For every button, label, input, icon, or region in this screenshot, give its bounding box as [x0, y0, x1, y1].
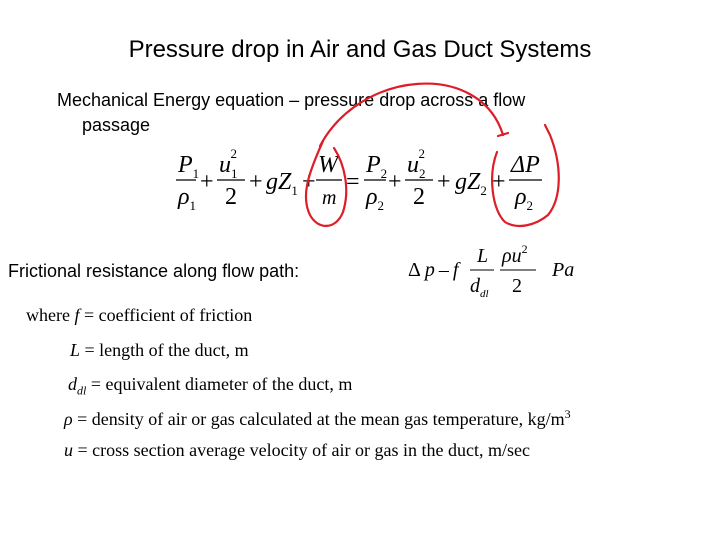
- eq-rho1: $\rho_1$: [178, 184, 197, 213]
- eq-work: W: [318, 152, 338, 178]
- plus-sign: +: [437, 169, 451, 195]
- eq2-diameter: $d_{dl}$: [470, 275, 489, 300]
- definition-equivalent-diameter: $d_{dl}$ = equivalent diameter of the duct, m: [68, 374, 353, 398]
- plus-sign: +: [200, 169, 214, 195]
- eq-rho2-b: $\rho_2$: [515, 184, 534, 213]
- definition-density: ρ = density of air or gas calculated at the mean gas temperature, $kg/m^3$: [64, 407, 571, 429]
- subtitle-line-2: passage: [82, 115, 151, 135]
- page-title: Pressure drop in Air and Gas Duct Systems: [128, 36, 592, 63]
- subtitle-line-1: Mechanical Energy equation – pressure drop across a flow: [57, 90, 526, 110]
- plus-sign: +: [302, 169, 316, 195]
- equals-sign: =: [346, 169, 360, 195]
- eq2-rho-u-squared: $\rho u^2$: [502, 242, 528, 267]
- frictional-resistance-label: Frictional resistance along flow path:: [8, 261, 300, 281]
- eq-mass-flow: m: [322, 187, 337, 209]
- eq-rho2: $\rho_2$: [366, 184, 385, 213]
- eq-u2-squared: $u_22$: [407, 146, 426, 181]
- plus-sign: +: [388, 169, 402, 195]
- definition-duct-length: L = length of the duct, m: [70, 340, 249, 360]
- eq-two: 2: [413, 184, 425, 210]
- eq2-unit: Pa: [552, 259, 575, 281]
- eq-u1-squared: $u_12$: [219, 146, 238, 181]
- eq2-length: L: [477, 245, 489, 267]
- eq-delta-p: ΔP: [511, 152, 540, 178]
- plus-sign: +: [492, 169, 506, 195]
- definition-friction-coefficient: where f = coefficient of friction: [26, 305, 253, 325]
- eq-p1: $P_1$: [178, 152, 200, 181]
- frictional-resistance-equation: [408, 242, 574, 300]
- eq-gz1: $gZ_1$: [266, 169, 298, 198]
- eq-gz2: $gZ_2$: [455, 169, 487, 198]
- eq2-delta-p: Δ p – f: [408, 259, 459, 281]
- plus-sign: +: [249, 169, 263, 195]
- definition-velocity: u = cross section average velocity of air or gas in the duct, m/sec: [64, 440, 530, 460]
- eq-two: 2: [225, 184, 237, 210]
- eq2-two: 2: [512, 275, 522, 297]
- eq-p2: $P_2$: [366, 152, 388, 181]
